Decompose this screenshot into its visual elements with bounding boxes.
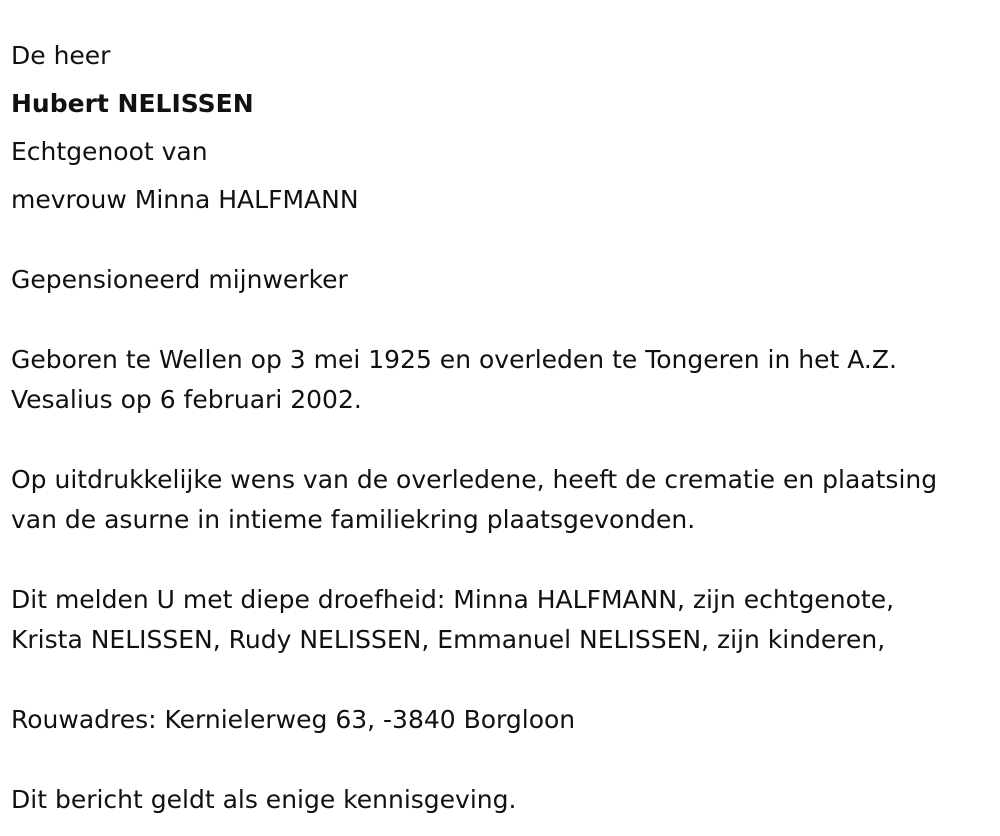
cremation-line: van de asurne in intieme familiekring plaatsgevonden. — [11, 505, 696, 534]
birth-death-line: Geboren te Wellen op 3 mei 1925 en overleden te Tongeren in het A.Z. — [11, 345, 897, 374]
birth-death-line: Vesalius op 6 februari 2002. — [11, 385, 362, 414]
closing-text: Dit bericht geldt als enige kennisgeving. — [11, 785, 517, 814]
salutation: De heer — [11, 41, 111, 70]
announcement-line: Dit melden U met diepe droefheid: Minna HALFMANN, zijn echtgenote, — [11, 585, 895, 614]
cremation-line: Op uitdrukkelijke wens van de overledene, heeft de crematie en plaatsing — [11, 465, 938, 494]
deceased-name: Hubert NELISSEN — [11, 89, 254, 118]
birth-death-paragraph — [11, 340, 986, 420]
announcement-line: Krista NELISSEN, Rudy NELISSEN, Emmanuel NELISSEN, zijn kinderen, — [11, 625, 886, 654]
announcement-paragraph — [11, 580, 996, 660]
spouse-name: mevrouw Minna HALFMANN — [11, 185, 359, 214]
occupation-text: Gepensioneerd mijnwerker — [11, 265, 348, 294]
mourning-address: Rouwadres: Kernielerweg 63, -3840 Borgloon — [11, 705, 576, 734]
cremation-paragraph — [11, 460, 996, 540]
relation-text: Echtgenoot van — [11, 137, 208, 166]
